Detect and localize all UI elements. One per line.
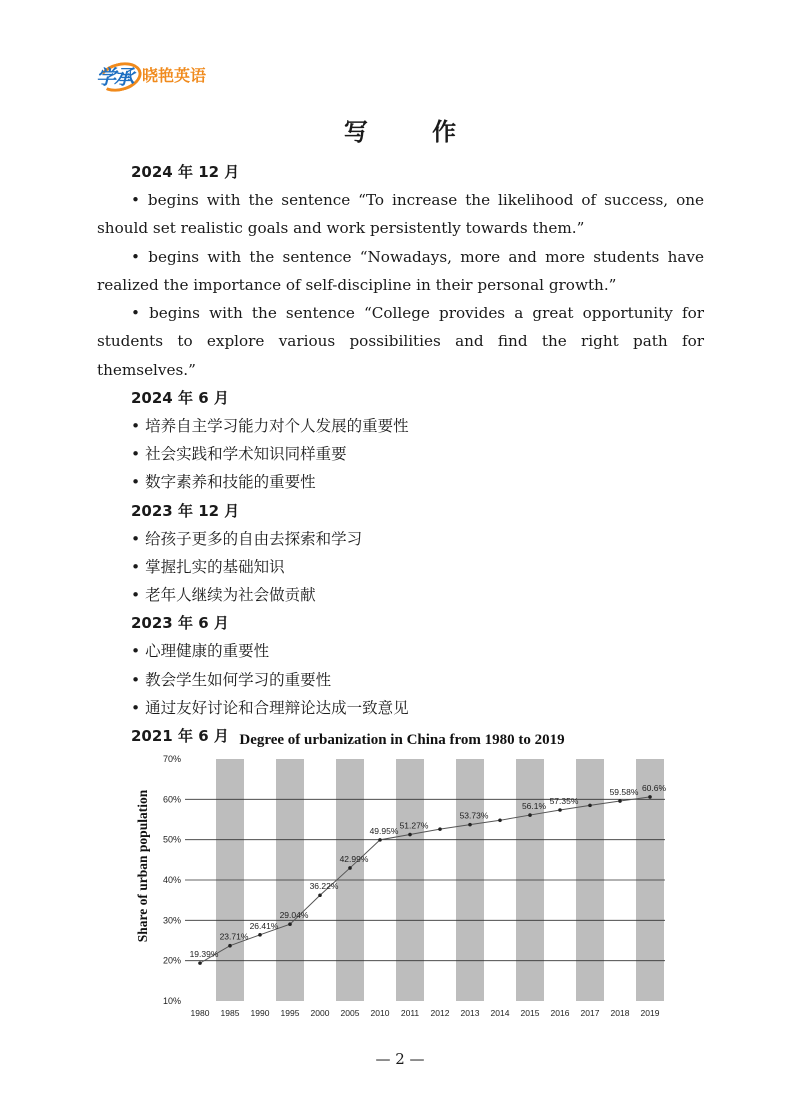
x-tick-label: 2016 (550, 1008, 570, 1018)
essay-prompt: • begins with the sentence “To increase the likelihood of success, one should set realistic goals and work persistently towards them.” (97, 191, 704, 238)
x-tick-label: 2017 (580, 1008, 600, 1018)
data-label: 29.04% (279, 910, 309, 921)
y-tick-label: 60% (162, 794, 181, 805)
topic-item: • 教会学生如何学习的重要性 (131, 670, 332, 689)
data-label: 23.71% (219, 931, 249, 942)
data-label: 53.73% (459, 810, 489, 821)
data-label: 59.58% (609, 787, 639, 798)
x-tick-label: 2018 (610, 1008, 630, 1018)
data-point (288, 922, 292, 926)
topic-item: • 老年人继续为社会做贡献 (131, 586, 316, 605)
data-point (408, 833, 412, 837)
x-tick-label: 2012 (430, 1008, 450, 1018)
x-tick-label: 2005 (340, 1008, 360, 1018)
x-tick-label: 2011 (400, 1008, 420, 1018)
section-heading: 2024 年 12 月 (131, 163, 240, 181)
data-point (528, 813, 532, 817)
y-tick-label: 20% (162, 955, 181, 966)
data-label: 36.22% (309, 881, 339, 892)
data-point (498, 819, 502, 823)
y-tick-label: 40% (162, 875, 181, 885)
y-tick-label: 10% (162, 996, 181, 1006)
topic-item: • 社会实践和学术知识同样重要 (131, 445, 347, 464)
section-heading: 2021 年 6 月 (131, 726, 229, 745)
section-heading: 2023 年 12 月 (131, 501, 240, 520)
section-heading: 2023 年 6 月 (131, 614, 229, 633)
logo-mark-text: 学承 (96, 65, 132, 89)
section-heading: 2024 年 6 月 (131, 389, 229, 408)
urbanization-chart (130, 726, 675, 1021)
chart-svg (130, 726, 675, 1021)
data-point (648, 795, 652, 799)
page-title: 写 作 (343, 118, 485, 146)
data-point (588, 804, 592, 808)
x-tick-label: 2010 (370, 1008, 390, 1018)
x-tick-label: 2019 (640, 1008, 660, 1018)
topic-item: • 通过友好讨论和合理辩论达成一致意见 (131, 698, 409, 717)
x-tick-label: 2014 (490, 1008, 510, 1018)
data-label: 60.6% (641, 782, 667, 793)
x-tick-label: 1980 (190, 1008, 210, 1018)
topic-item: • 给孩子更多的自由去探索和学习 (131, 529, 363, 548)
data-point (438, 827, 442, 831)
logo-brand-text: 晓艳英语 (142, 65, 207, 85)
y-tick-label: 70% (162, 754, 181, 764)
data-label: 56.1% (521, 801, 547, 812)
logo-mark-icon (96, 59, 140, 89)
data-point (228, 944, 232, 948)
chart-title: Degree of urbanization in China from 1980 to 2019 (239, 732, 565, 748)
brand-logo (96, 58, 206, 90)
x-tick-label: 1985 (220, 1008, 240, 1018)
topic-item: • 心理健康的重要性 (131, 642, 270, 661)
data-point (468, 823, 472, 827)
data-label: 49.95% (369, 825, 399, 836)
data-point (258, 933, 262, 937)
y-tick-label: 30% (162, 915, 181, 926)
x-tick-label: 2015 (520, 1008, 540, 1018)
data-point (618, 799, 622, 803)
chart-ylabel: Share of urban population (135, 789, 150, 943)
data-label: 42.99% (339, 853, 369, 864)
x-tick-label: 1990 (250, 1008, 270, 1018)
data-label: 51.27% (399, 820, 429, 831)
essay-prompt: • begins with the sentence “Nowadays, more and more students have realized the importance of self-discipline in their personal growth.” (97, 247, 704, 294)
topic-item: • 掌握扎实的基础知识 (131, 557, 285, 576)
y-tick-label: 50% (162, 834, 181, 845)
essay-prompt: • begins with the sentence “College provides a great opportunity for students to explore various possibilities and find the right path for themselves.” (97, 304, 704, 379)
topic-item: • 数字素养和技能的重要性 (131, 473, 316, 492)
data-label: 19.39% (189, 949, 219, 960)
page-number: — 2 — (375, 1050, 425, 1068)
data-point (198, 961, 202, 965)
data-point (558, 808, 562, 812)
topic-item: • 培养自主学习能力对个人发展的重要性 (131, 417, 409, 436)
x-tick-label: 1995 (280, 1008, 300, 1018)
data-point (378, 838, 382, 842)
data-point (318, 893, 322, 897)
data-label: 26.41% (249, 920, 279, 931)
x-tick-label: 2000 (310, 1008, 330, 1018)
x-tick-label: 2013 (460, 1008, 480, 1018)
data-point (348, 866, 352, 870)
data-label: 57.35% (549, 796, 579, 807)
content-body (97, 158, 704, 750)
